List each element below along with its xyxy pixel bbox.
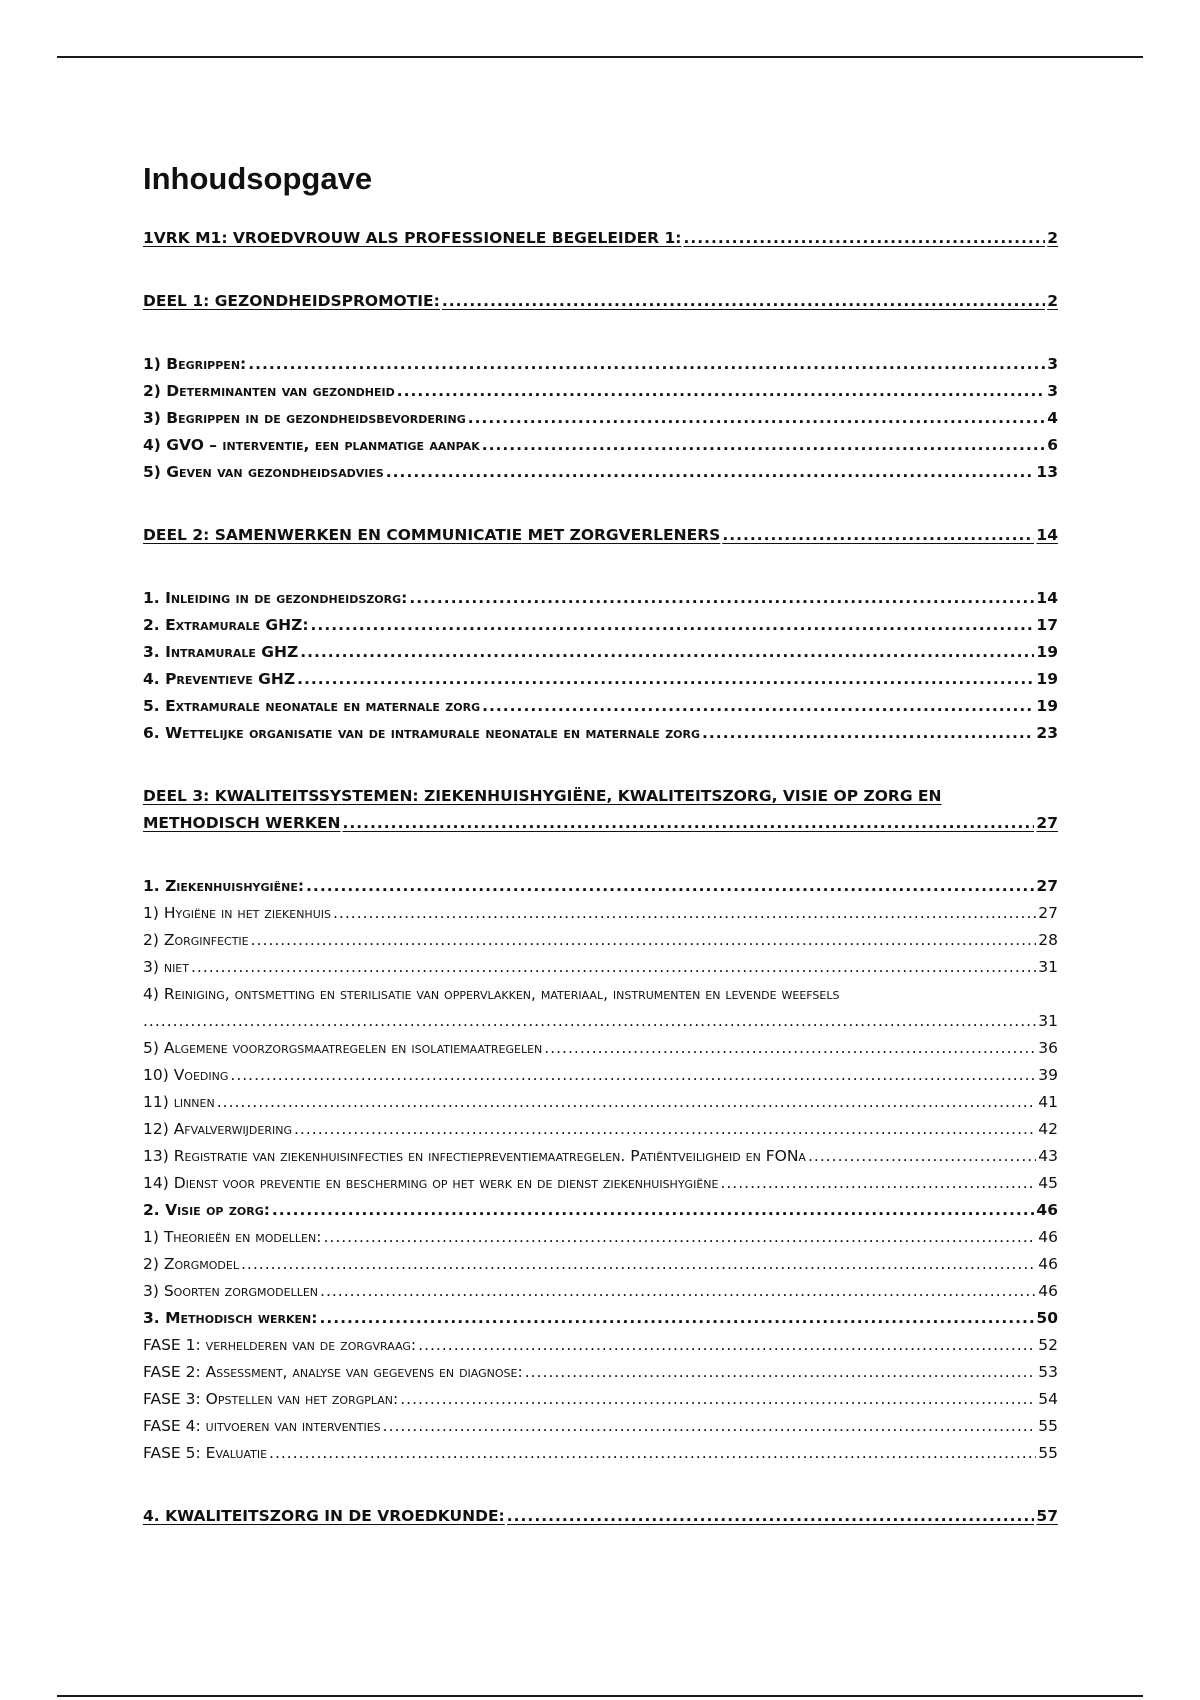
toc-entry-page: 27 xyxy=(1036,814,1058,833)
toc-entry-text: 13) Registratie van ziekenhuisinfecties en infectiepreventiemaatregelen. Patiëntveiligheid en FONa xyxy=(143,1147,806,1166)
toc-entry-extramurale-ghz[interactable] xyxy=(143,612,1058,639)
toc-entry-visie-op-zorg[interactable] xyxy=(143,1197,1058,1224)
toc-title: Inhoudsopgave xyxy=(143,161,373,196)
toc-entry-text: 4) Reiniging, ontsmetting en sterilisatie van oppervlakken, materiaal, instrumenten en levende weefsels xyxy=(143,985,840,1004)
toc-leader xyxy=(143,1008,1036,1035)
toc-entry-page: 3 xyxy=(1047,355,1058,374)
toc-entry-gvo[interactable] xyxy=(143,432,1058,459)
toc-entry-text: 3) Soorten zorgmodellen xyxy=(143,1282,319,1301)
toc-entry-page: 43 xyxy=(1038,1147,1058,1166)
toc-entry-niet[interactable] xyxy=(143,954,1058,981)
toc-entry-zorginfectie[interactable] xyxy=(143,927,1058,954)
toc-entry-page: 27 xyxy=(1036,877,1058,896)
toc-entry-page: 4 xyxy=(1047,409,1058,428)
table-of-contents xyxy=(143,160,1058,1530)
toc-entry-text: 1) Begrippen: xyxy=(143,355,247,374)
toc-entry-page: 19 xyxy=(1036,643,1058,662)
toc-leader xyxy=(683,225,1045,252)
toc-entry-text: 3. Intramurale GHZ xyxy=(143,643,299,662)
toc-entry-text: 1. Inleiding in de gezondheidszorg: xyxy=(143,589,408,608)
toc-leader xyxy=(306,873,1034,900)
toc-entry-page: 39 xyxy=(1038,1066,1058,1085)
toc-entry-text: 2) Determinanten van gezondheid xyxy=(143,382,395,401)
toc-entry-page: 17 xyxy=(1036,616,1058,635)
toc-entry-text: 4) GVO – interventie, een planmatige aanpak xyxy=(143,436,480,455)
toc-entry-extramurale-zorg[interactable] xyxy=(143,693,1058,720)
toc-entry-text: FASE 5: Evaluatie xyxy=(143,1444,268,1463)
toc-leader xyxy=(294,1116,1036,1143)
toc-entry-page: 55 xyxy=(1038,1417,1058,1436)
toc-leader xyxy=(251,927,1037,954)
toc-entry-text: 11) linnen xyxy=(143,1093,215,1112)
toc-entry-page: 46 xyxy=(1038,1255,1058,1274)
toc-entry-theorieen[interactable] xyxy=(143,1224,1058,1251)
toc-entry-text: 3) Begrippen in de gezondheidsbevordering xyxy=(143,409,466,428)
toc-entry-text: DEEL 3: KWALITEITSSYSTEMEN: ZIEKENHUISHYGIËNE, KWALITEITSZORG, VISIE OP ZORG EN xyxy=(143,787,942,806)
toc-leader xyxy=(482,432,1045,459)
toc-leader xyxy=(333,900,1036,927)
toc-leader xyxy=(383,1413,1037,1440)
toc-entry-module[interactable] xyxy=(143,225,1058,252)
toc-leader xyxy=(482,693,1034,720)
toc-entry-text: 1VRK M1: VROEDVROUW ALS PROFESSIONELE BEGELEIDER 1: xyxy=(143,229,682,248)
toc-entry-text: 2. Visie op zorg: xyxy=(143,1201,270,1220)
toc-leader xyxy=(342,810,1034,837)
toc-entry-inleiding[interactable] xyxy=(143,585,1058,612)
toc-leader xyxy=(409,585,1034,612)
toc-entry-text: 12) Afvalverwijdering xyxy=(143,1120,292,1139)
toc-entry-text: 10) Voeding xyxy=(143,1066,229,1085)
toc-entry-text: 5) Algemene voorzorgsmaatregelen en isolatiemaatregelen xyxy=(143,1039,543,1058)
toc-entry-intramurale-ghz[interactable] xyxy=(143,639,1058,666)
toc-entry-deel-3-line1[interactable] xyxy=(143,783,1058,810)
toc-entry-page: 42 xyxy=(1038,1120,1058,1139)
toc-leader xyxy=(191,954,1036,981)
toc-entry-page: 2 xyxy=(1047,292,1058,311)
toc-entry-page: 27 xyxy=(1038,904,1058,923)
toc-leader xyxy=(300,639,1034,666)
header-rule xyxy=(57,56,1143,58)
toc-leader xyxy=(248,351,1045,378)
toc-leader xyxy=(272,1197,1035,1224)
toc-leader xyxy=(525,1359,1037,1386)
toc-entry-page: 41 xyxy=(1038,1093,1058,1112)
toc-entry-text: 1) Theorieën en modellen: xyxy=(143,1228,322,1247)
toc-entry-text: DEEL 1: GEZONDHEIDSPROMOTIE: xyxy=(143,292,440,311)
toc-entry-page: 50 xyxy=(1036,1309,1058,1328)
toc-leader xyxy=(702,720,1034,747)
toc-entry-page: 13 xyxy=(1036,463,1058,482)
toc-leader xyxy=(720,1170,1036,1197)
toc-entry-ziekenhuishygiene[interactable] xyxy=(143,873,1058,900)
toc-leader xyxy=(241,1251,1036,1278)
toc-entry-page: 31 xyxy=(1038,958,1058,977)
toc-leader xyxy=(323,1224,1036,1251)
toc-entry-voeding[interactable] xyxy=(143,1062,1058,1089)
toc-entry-begrippen[interactable] xyxy=(143,351,1058,378)
toc-entry-dienst-preventie[interactable] xyxy=(143,1170,1058,1197)
toc-entry-page: 46 xyxy=(1036,1201,1058,1220)
toc-entry-fase-3[interactable] xyxy=(143,1386,1058,1413)
toc-entry-page: 14 xyxy=(1036,589,1058,608)
toc-entry-methodisch-werken[interactable] xyxy=(143,1305,1058,1332)
toc-entry-gezondheidsadvies[interactable] xyxy=(143,459,1058,486)
toc-entry-fase-1[interactable] xyxy=(143,1332,1058,1359)
toc-entry-page: 28 xyxy=(1038,931,1058,950)
toc-entry-text: 2) Zorginfectie xyxy=(143,931,249,950)
toc-entry-page: 52 xyxy=(1038,1336,1058,1355)
toc-entry-page: 23 xyxy=(1036,724,1058,743)
toc-entry-text: 4. KWALITEITSZORG IN DE VROEDKUNDE: xyxy=(143,1507,505,1526)
toc-entry-fase-5[interactable] xyxy=(143,1440,1058,1467)
toc-entry-fase-2[interactable] xyxy=(143,1359,1058,1386)
toc-entry-page: 53 xyxy=(1038,1363,1058,1382)
toc-entry-text: 2. Extramurale GHZ: xyxy=(143,616,309,635)
toc-entry-text: 3) niet xyxy=(143,958,189,977)
toc-entry-page: 3 xyxy=(1047,382,1058,401)
toc-entry-page: 46 xyxy=(1038,1228,1058,1247)
toc-leader xyxy=(319,1305,1034,1332)
toc-entry-text: 6. Wettelijke organisatie van de intramurale neonatale en maternale zorg xyxy=(143,724,701,743)
toc-leader xyxy=(442,288,1045,315)
toc-entry-hygiene-ziekenhuis[interactable] xyxy=(143,900,1058,927)
toc-leader xyxy=(386,459,1035,486)
toc-entry-afvalverwijdering[interactable] xyxy=(143,1116,1058,1143)
toc-entry-page: 19 xyxy=(1036,697,1058,716)
toc-leader xyxy=(418,1332,1036,1359)
toc-entry-text: 2) Zorgmodel xyxy=(143,1255,239,1274)
toc-entry-determinanten[interactable] xyxy=(143,378,1058,405)
toc-entry-voorzorgsmaatregelen[interactable] xyxy=(143,1035,1058,1062)
toc-leader xyxy=(217,1089,1037,1116)
toc-entry-page: 31 xyxy=(1038,1012,1058,1031)
toc-leader xyxy=(230,1062,1036,1089)
toc-entry-text: FASE 3: Opstellen van het zorgplan: xyxy=(143,1390,399,1409)
toc-entry-page: 55 xyxy=(1038,1444,1058,1463)
toc-entry-reiniging[interactable] xyxy=(143,1008,1058,1035)
toc-entry-text: DEEL 2: SAMENWERKEN EN COMMUNICATIE MET ZORGVERLENERS xyxy=(143,526,721,545)
toc-leader xyxy=(507,1503,1035,1530)
toc-entry-text: 4. Preventieve GHZ xyxy=(143,670,296,689)
toc-entry-page: 45 xyxy=(1038,1174,1058,1193)
toc-entry-text: FASE 2: Assessment, analyse van gegevens en diagnose: xyxy=(143,1363,523,1382)
toc-entry-text: FASE 4: uitvoeren van interventies xyxy=(143,1417,381,1436)
toc-entry-page: 57 xyxy=(1036,1507,1058,1526)
toc-entry-text: METHODISCH WERKEN xyxy=(143,814,341,833)
toc-list xyxy=(143,225,1058,1530)
toc-leader xyxy=(544,1035,1036,1062)
toc-leader xyxy=(722,522,1034,549)
toc-entry-text: FASE 1: verhelderen van de zorgvraag: xyxy=(143,1336,417,1355)
toc-leader xyxy=(297,666,1034,693)
toc-entry-page: 54 xyxy=(1038,1390,1058,1409)
toc-entry-deel-2[interactable] xyxy=(143,522,1058,549)
toc-entry-text: 5. Extramurale neonatale en maternale zorg xyxy=(143,697,481,716)
toc-leader xyxy=(320,1278,1036,1305)
toc-entry-fase-4[interactable] xyxy=(143,1413,1058,1440)
toc-entry-text: 5) Geven van gezondheidsadvies xyxy=(143,463,384,482)
toc-entry-text: 1. Ziekenhuishygiëne: xyxy=(143,877,305,896)
toc-entry-registratie[interactable] xyxy=(143,1143,1058,1170)
toc-entry-page: 14 xyxy=(1036,526,1058,545)
toc-entry-reiniging-line1[interactable] xyxy=(143,981,1058,1008)
toc-entry-text: 3. Methodisch werken: xyxy=(143,1309,318,1328)
toc-entry-soorten-zorgmodellen[interactable] xyxy=(143,1278,1058,1305)
toc-leader xyxy=(468,405,1045,432)
toc-leader xyxy=(311,612,1035,639)
toc-leader xyxy=(808,1143,1036,1170)
toc-entry-deel-1[interactable] xyxy=(143,288,1058,315)
toc-entry-page: 19 xyxy=(1036,670,1058,689)
toc-entry-kwaliteitszorg[interactable] xyxy=(143,1503,1058,1530)
toc-leader xyxy=(400,1386,1036,1413)
toc-entry-wettelijke-organisatie[interactable] xyxy=(143,720,1058,747)
toc-entry-text: 1) Hygiëne in het ziekenhuis xyxy=(143,904,331,923)
toc-leader xyxy=(397,378,1045,405)
toc-entry-deel-3[interactable] xyxy=(143,810,1058,837)
toc-leader xyxy=(269,1440,1036,1467)
toc-entry-begrippen-bevordering[interactable] xyxy=(143,405,1058,432)
toc-entry-page: 36 xyxy=(1038,1039,1058,1058)
toc-entry-preventieve-ghz[interactable] xyxy=(143,666,1058,693)
toc-entry-zorgmodel[interactable] xyxy=(143,1251,1058,1278)
toc-entry-page: 6 xyxy=(1047,436,1058,455)
toc-entry-page: 46 xyxy=(1038,1282,1058,1301)
toc-entry-text: 14) Dienst voor preventie en bescherming op het werk en de dienst ziekenhuishygiëne xyxy=(143,1174,719,1193)
toc-entry-page: 2 xyxy=(1047,229,1058,248)
footer-rule xyxy=(57,1695,1143,1697)
toc-entry-linnen[interactable] xyxy=(143,1089,1058,1116)
